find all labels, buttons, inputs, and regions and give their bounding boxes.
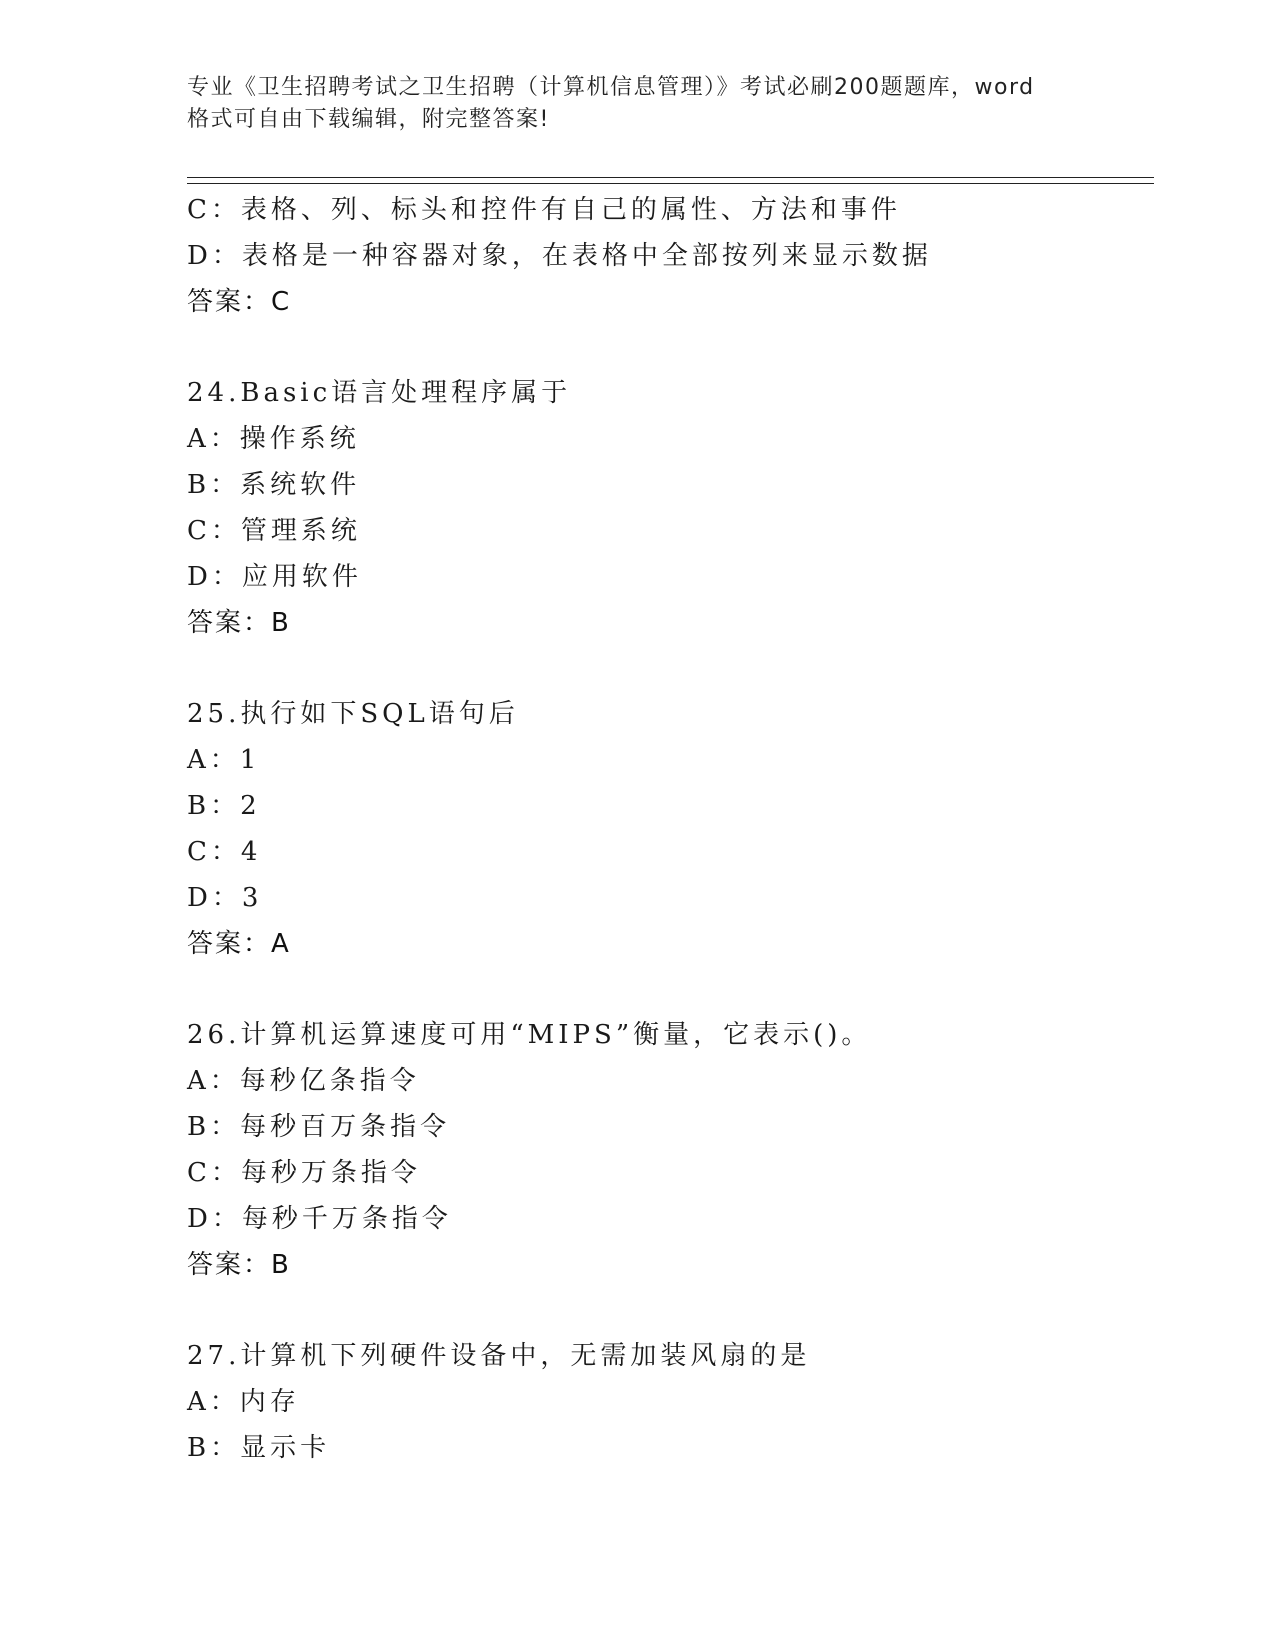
- option-c: C：管理系统: [187, 516, 361, 546]
- option-d: D：表格是一种容器对象，在表格中全部按列来显示数据: [187, 241, 932, 271]
- option-b: B：每秒百万条指令: [187, 1112, 451, 1142]
- question-title: 27.计算机下列硬件设备中，无需加装风扇的是: [187, 1341, 811, 1371]
- option-a: A：1: [187, 745, 261, 775]
- option-b: B：2: [187, 791, 261, 821]
- question-title: 26.计算机运算速度可用“MIPS”衡量，它表示()。: [187, 1020, 872, 1050]
- answer-line: 答案：B: [187, 608, 291, 638]
- option-d: D：每秒千万条指令: [187, 1204, 452, 1234]
- option-d: D：3: [187, 883, 263, 913]
- spacer: [187, 967, 1147, 1012]
- option-c: C：4: [187, 837, 262, 867]
- option-d: D：应用软件: [187, 562, 362, 592]
- option-b: B：系统软件: [187, 470, 361, 500]
- question-23-partial: [187, 187, 1147, 325]
- header-divider: [187, 177, 1154, 184]
- answer-line: 答案：A: [187, 929, 291, 959]
- option-a: A：操作系统: [187, 424, 360, 454]
- option-a: A：内存: [187, 1387, 300, 1417]
- question-title: 25.执行如下SQL语句后: [187, 699, 519, 729]
- option-c: C：每秒万条指令: [187, 1158, 421, 1188]
- option-a: A：每秒亿条指令: [187, 1066, 420, 1096]
- header-line-1: 专业《卫生招聘考试之卫生招聘（计算机信息管理）》考试必刷200题题库，word: [187, 75, 1035, 100]
- spacer: [187, 325, 1147, 370]
- question-list: [187, 187, 1147, 1471]
- document-header: [187, 72, 1087, 136]
- answer-line: 答案：B: [187, 1250, 291, 1280]
- question-24: [187, 370, 1147, 646]
- question-27: [187, 1333, 1147, 1471]
- question-26: [187, 1012, 1147, 1288]
- header-line-2: 格式可自由下载编辑，附完整答案!: [187, 107, 550, 132]
- answer-line: 答案：C: [187, 287, 292, 317]
- spacer: [187, 646, 1147, 691]
- spacer: [187, 1288, 1147, 1333]
- option-b: B：显示卡: [187, 1433, 331, 1463]
- question-title: 24.Basic语言处理程序属于: [187, 378, 572, 408]
- option-c: C：表格、列、标头和控件有自己的属性、方法和事件: [187, 195, 901, 225]
- question-25: [187, 691, 1147, 967]
